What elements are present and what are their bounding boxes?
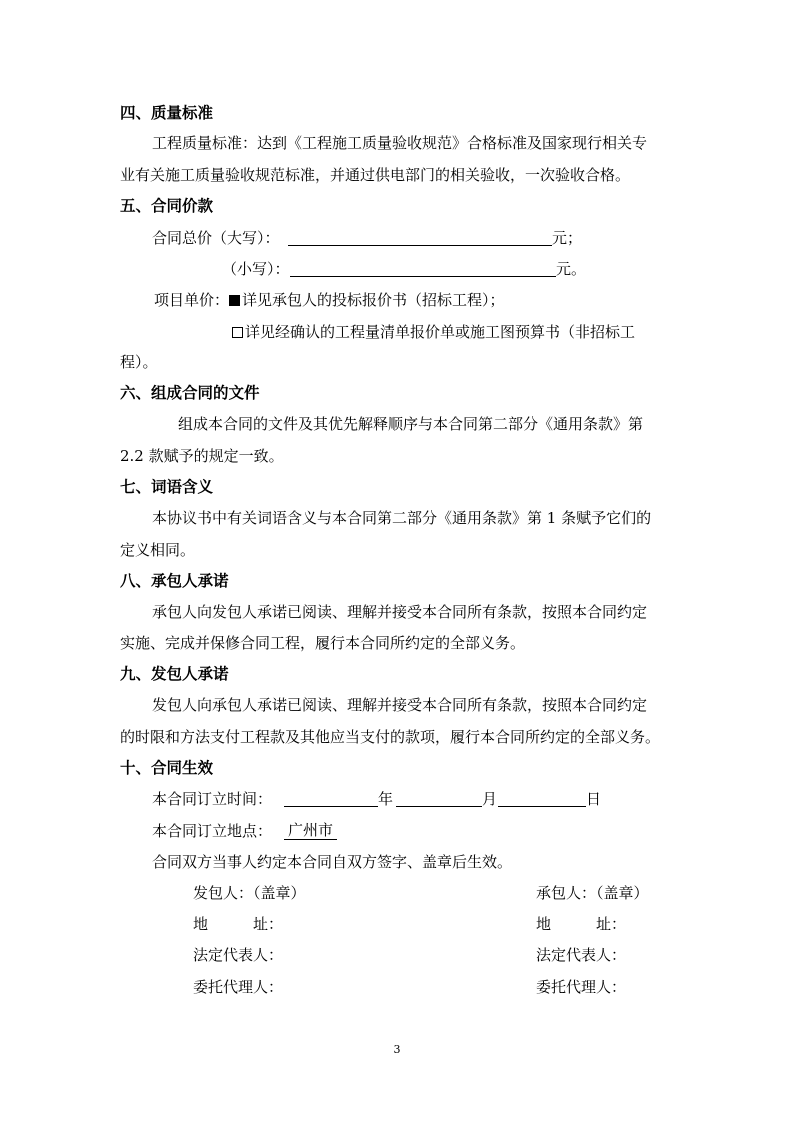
section-10-title: 十、合同生效 [120,758,214,777]
section-5-title: 五、合同价款 [120,196,214,215]
section-6-line-2: 2.2 款赋予的规定一致。 [120,447,284,465]
total-lower-blank [290,276,556,277]
unit-price-label: 项目单价： [154,291,230,309]
contractor-address: 地 址： [536,915,627,933]
unit-price-option-2: 详见经确认的工程量清单报价单或施工图预算书（非招标工 [245,323,636,341]
section-6-line-1: 组成本合同的文件及其优先解释顺序与本合同第二部分《通用条款》第 [178,415,644,433]
total-upper-unit: 元； [552,229,583,247]
section-9-title: 九、发包人承诺 [120,664,229,683]
section-8-line-2: 实施、完成并保修合同工程，履行本合同所约定的全部义务。 [120,634,526,652]
total-lower-label: （小写）： [222,260,290,278]
employer-party: 发包人：（盖章） [193,884,306,902]
section-4-line-2: 业有关施工质量验收规范标准，并通过供电部门的相关验收，一次验收合格。 [120,166,631,184]
section-7-line-1: 本协议书中有关词语含义与本合同第二部分《通用条款》第 1 条赋予它们的 [152,509,652,527]
section-4-line-1: 工程质量标准：达到《工程施工质量验收规范》合格标准及国家现行相关专 [152,134,648,152]
sign-place-value: 广州市 [284,821,337,840]
checked-box-icon [229,295,240,306]
sign-month-unit: 月 [482,790,498,808]
employer-legal-rep: 法定代表人： [193,946,284,964]
sign-place-label: 本合同订立地点： [152,822,273,840]
section-7-line-2: 定义相同。 [120,541,196,559]
unit-price-option-1: 详见承包人的投标报价书（招标工程）； [242,291,505,309]
total-upper-label: 合同总价（大写）： [152,229,280,247]
contractor-party: 承包人：（盖章） [536,884,649,902]
contractor-agent: 委托代理人： [536,978,627,996]
page-number: 3 [393,1043,401,1056]
sign-day-blank [498,806,586,807]
employer-address: 地 址： [193,915,284,933]
section-8-line-1: 承包人向发包人承诺已阅读、理解并接受本合同所有条款，按照本合同约定 [152,603,648,621]
sign-day-unit: 日 [586,790,602,808]
section-7-title: 七、词语含义 [120,477,214,496]
unit-price-row [154,290,505,310]
sign-month-blank [396,806,482,807]
unchecked-box-icon [232,327,243,338]
sign-time-label: 本合同订立时间： [152,790,273,808]
section-6-title: 六、组成合同的文件 [120,383,260,402]
unit-price-option-2-cont: 程）。 [120,353,158,371]
unit-price-option-2-row [232,322,635,342]
contractor-legal-rep: 法定代表人： [536,946,627,964]
employer-agent: 委托代理人： [193,978,284,996]
section-9-line-1: 发包人向承包人承诺已阅读、理解并接受本合同所有条款，按照本合同约定 [152,696,648,714]
sign-year-blank [284,806,378,807]
section-9-line-2: 的时限和方法支付工程款及其他应当支付的款项，履行本合同所约定的全部义务。 [120,728,661,746]
sign-year-unit: 年 [378,790,394,808]
total-upper-blank [288,245,552,246]
effect-clause: 合同双方当事人约定本合同自双方签字、盖章后生效。 [152,853,513,871]
total-lower-unit: 元。 [556,260,587,278]
section-8-title: 八、承包人承诺 [120,571,229,590]
section-4-title: 四、质量标准 [120,103,214,122]
